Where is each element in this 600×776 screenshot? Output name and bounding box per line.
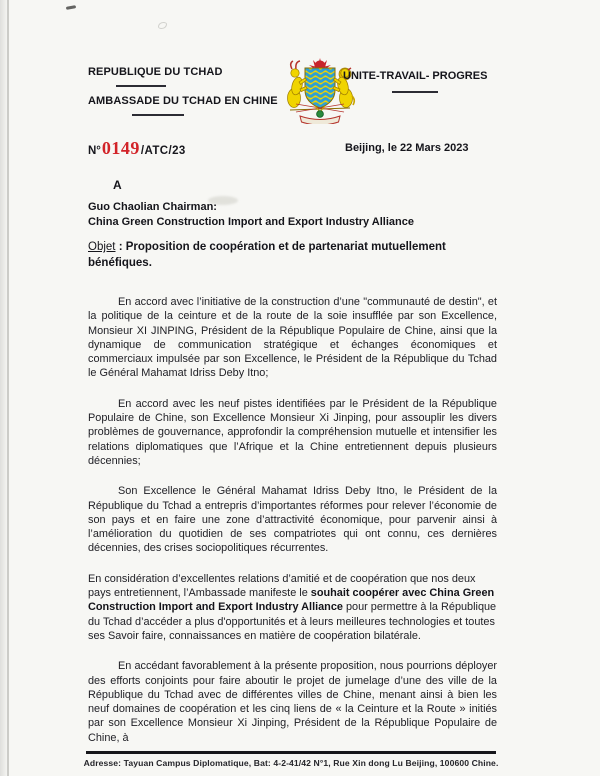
body-paragraph-5: En accédant favorablement à la présente proposition, nous pourrions déployer des efforts conjoints pour faire aboutir le projet de jumelage d’une des ville de la République du Tchad avec de différentes villes de Chine, menant ainsi à bien les neuf domaines de coopération et les cinq liens de « la Ceinture et la Route » initiés par son Excellence Monsieur Xi Jinping, Président de la République Populaire de Chine, à (88, 660, 497, 744)
reference-suffix: /ATC/23 (140, 145, 186, 157)
body-paragraph-4 (88, 572, 497, 643)
letterhead-right (343, 70, 487, 93)
body-paragraph-1: En accord avec l’initiative de la construction d’une "communauté de destin", et la politique de la ceinture et de la route de la soie insufflée par son Excellence, Monsieur XI JINPING, Président de la République Populaire de Chine, ainsi que la dynamique de communication stratégique et échanges économiques et commerciaux impulsée par son Excellence, le Président de la République du Tchad le Général Mahamat Idriss Deby Itno; (88, 296, 497, 380)
paragraph-4-bold-alliance: souhait coopérer avec China Green Construction Import and Export Industry Alliance (88, 587, 495, 614)
reference-value: 0149 (101, 138, 140, 158)
paragraph-4-tail: pour permettre à la République du Tchad d’accéder a plus d'opportunités et à leurs meilleures technologies et toutes ses Savoir faire, connaissances en matière de coopération bilatérale. (88, 601, 497, 642)
letterhead-left (88, 66, 278, 116)
embassy-title: AMBASSADE DU TCHAD EN CHINE (88, 95, 278, 107)
scan-page-edge (7, 0, 9, 776)
subject-separator: : (115, 241, 126, 253)
body-paragraph-2: En accord avec les neuf pistes identifiées par le Président de la République Populaire de Chine, son Excellence Monsieur Xi Jinping, pour assouplir les divers problèmes de gouvernance, approfondir la compréhension mutuelle et intensifier les relations diplomatiques que l’Afrique et la Chine entretiennent depuis plusieurs décennies; (88, 397, 497, 467)
footer-address: Adresse: Tayuan Campus Diplomatique, Bat: 4-2-41/42 N°1, Rue Xin dong Lu Beijing, 100600 Chine. (83, 758, 499, 768)
salutation: A (113, 178, 122, 192)
letter-date: Beijing, le 22 Mars 2023 (345, 142, 469, 154)
addressee-name: Guo Chaolian Chairman: (88, 201, 217, 213)
letterhead-divider (132, 114, 184, 116)
footer-divider (86, 751, 496, 754)
country-title: REPUBLIQUE DU TCHAD (88, 66, 223, 78)
reference-number (88, 138, 186, 159)
subject-text: Proposition de coopération et de partenariat mutuellement bénéfiques. (88, 241, 446, 269)
subject-label: Objet (88, 241, 116, 253)
letterhead-divider (392, 91, 438, 93)
letterhead-divider (116, 85, 166, 87)
scan-speck (66, 5, 76, 10)
letter-body (88, 295, 497, 745)
reference-prefix: N° (88, 145, 101, 157)
medal (317, 111, 324, 118)
national-motto: UNITE-TRAVAIL- PROGRES (343, 70, 488, 82)
addressee-block (88, 200, 414, 230)
paragraph-4-lead: En considération d’excellentes relations d’amitié et de coopération que nos deux pays entretiennent, l’Ambassade manifeste le (88, 572, 476, 600)
body-paragraph-3: Son Excellence le Général Mahamat Idriss Deby Itno, le Président de la République du Tchad a entrepris d’importantes réformes pour relever l’économie de son pays et en faire une zone d’attractivité économique, pour parvenir ainsi à l’amélioration du quotidien de ses compatriotes qui ont connu, ces dernières décennies, des crises sociopolitiques récurrentes. (88, 485, 497, 555)
scan-speck (158, 22, 167, 29)
subject-line (88, 240, 504, 271)
goat-supporter (288, 61, 308, 108)
addressee-organization: China Green Construction Import and Export Industry Alliance (88, 216, 414, 228)
